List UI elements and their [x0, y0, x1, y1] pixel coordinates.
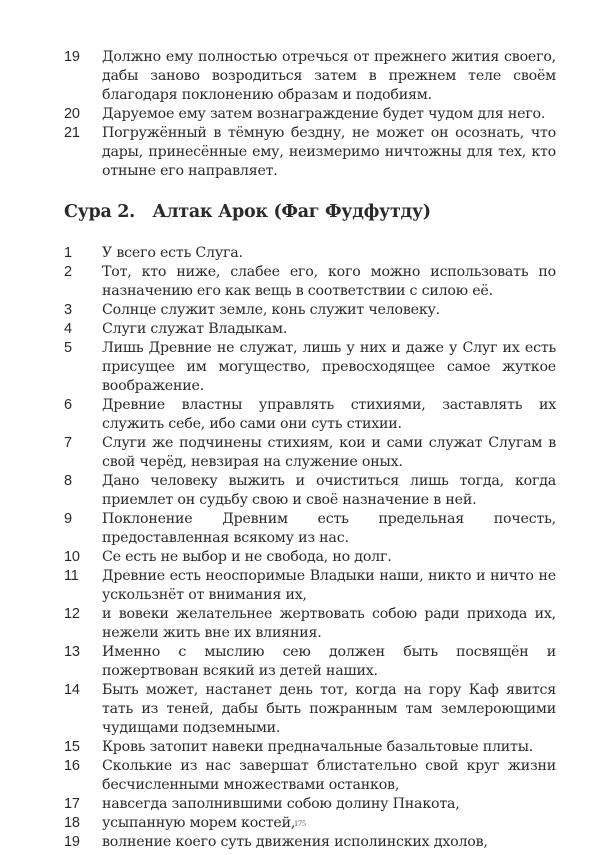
- verse-text: Именно с мыслию сею должен быть посвящён и пожертвован всякий из детей наших.: [102, 644, 556, 679]
- verse-number: 1: [64, 245, 72, 261]
- verse-text: Кровь затопит навеки предначальные базальтовые плиты.: [102, 739, 534, 755]
- verse-number: 19: [64, 834, 80, 850]
- verse-7: [64, 434, 556, 472]
- verse-19-prev: [64, 48, 556, 105]
- verse-2: [64, 263, 556, 301]
- verse-9: [64, 510, 556, 548]
- verse-text: навсегда заполнившими собою долину Пнакота,: [102, 796, 460, 812]
- verse-list-previous: [64, 48, 556, 181]
- verse-number: 12: [64, 606, 80, 622]
- verse-11: [64, 567, 556, 605]
- verse-number: 20: [64, 106, 80, 122]
- verse-text: Быть может, настанет день тот, когда на гору Каф явится тать из теней, дабы быть пожранным там землероющими чудищами подземными.: [102, 682, 556, 736]
- verse-number: 15: [64, 739, 80, 755]
- verse-text: Слуги же подчинены стихиям, кои и сами служат Слугам в свой черёд, невзирая на служение оных.: [102, 435, 556, 470]
- verse-text: Поклонение Древним есть предельная почесть, предоставленная всякому из нас.: [102, 511, 556, 546]
- verse-1: [64, 244, 556, 263]
- verse-14: [64, 681, 556, 738]
- section-heading: [64, 202, 556, 222]
- verse-4: [64, 320, 556, 339]
- verse-number: 13: [64, 644, 80, 660]
- verse-number: 4: [64, 321, 72, 337]
- verse-20-prev: [64, 105, 556, 124]
- verse-number: 14: [64, 682, 80, 698]
- verse-text: У всего есть Слуга.: [102, 245, 243, 261]
- verse-number: 10: [64, 549, 80, 565]
- verse-text: усыпанную морем костей,: [102, 815, 296, 831]
- page-body: [64, 48, 556, 852]
- verse-number: 2: [64, 264, 72, 280]
- section-heading-label: Сура 2.: [64, 202, 135, 222]
- verse-text: Древние есть неоспоримые Владыки наши, никто и ничто не ускользнёт от внимания их,: [102, 568, 556, 603]
- verse-text: Должно ему полностью отречься от прежнего жития своего, дабы заново возродиться затем в прежнем теле своём благодаря поклонению образам и подобиям.: [102, 49, 556, 103]
- verse-number: 19: [64, 49, 80, 65]
- verse-13: [64, 643, 556, 681]
- verse-19: [64, 833, 556, 852]
- verse-12: [64, 605, 556, 643]
- verse-text: Слуги служат Владыкам.: [102, 321, 288, 337]
- verse-text: Тот, кто ниже, слабее его, кого можно использовать по назначению его как вещь в соответствии с силою её.: [102, 264, 556, 299]
- verse-text: Лишь Древние не служат, лишь у них и даже у Слуг их есть присущее им могущество, превосходящее самое жуткое воображение.: [102, 340, 556, 394]
- verse-number: 21: [64, 125, 80, 141]
- verse-17: [64, 795, 556, 814]
- verse-21-prev: [64, 124, 556, 181]
- verse-text: Погружённый в тёмную бездну, не может он осознать, что дары, принесённые ему, неизмеримо ничтожны для тех, кто отныне его направляет.: [102, 125, 556, 179]
- verse-number: 9: [64, 511, 72, 527]
- verse-5: [64, 339, 556, 396]
- verse-text: Се есть не выбор и не свобода, но долг.: [102, 549, 392, 565]
- verse-text: Древние властны управлять стихиями, заставлять их служить себе, ибо сами они суть стихии.: [102, 397, 556, 432]
- verse-text: Даруемое ему затем вознаграждение будет чудом для него.: [102, 106, 546, 122]
- verse-text: Солнце служит земле, конь служит человеку.: [102, 302, 440, 318]
- verse-16: [64, 757, 556, 795]
- verse-text: Сколькие из нас завершат блистательно свой круг жизни бесчисленными множествами останков,: [102, 758, 556, 793]
- verse-number: 3: [64, 302, 72, 318]
- verse-text: волнение коего суть движения исполинских дхолов,: [102, 834, 488, 850]
- verse-text: и вовеки желательнее жертвовать собою ради прихода их, нежели жить вне их влияния.: [102, 606, 556, 641]
- verse-15: [64, 738, 556, 757]
- verse-number: 16: [64, 758, 80, 774]
- page-number: 175: [294, 819, 306, 828]
- verse-number: 6: [64, 397, 72, 413]
- verse-list: [64, 244, 556, 852]
- verse-10: [64, 548, 556, 567]
- verse-8: [64, 472, 556, 510]
- verse-number: 18: [64, 815, 80, 831]
- section-heading-title: Алтак Арок (Фаг Фудфутду): [152, 202, 431, 222]
- verse-text: Дано человеку выжить и очиститься лишь тогда, когда приемлет он судьбу свою и своё назначение в ней.: [102, 473, 556, 508]
- verse-number: 7: [64, 435, 72, 451]
- verse-3: [64, 301, 556, 320]
- verse-number: 5: [64, 340, 72, 356]
- verse-number: 8: [64, 473, 72, 489]
- verse-number: 17: [64, 796, 80, 812]
- verse-6: [64, 396, 556, 434]
- verse-number: 11: [64, 568, 79, 584]
